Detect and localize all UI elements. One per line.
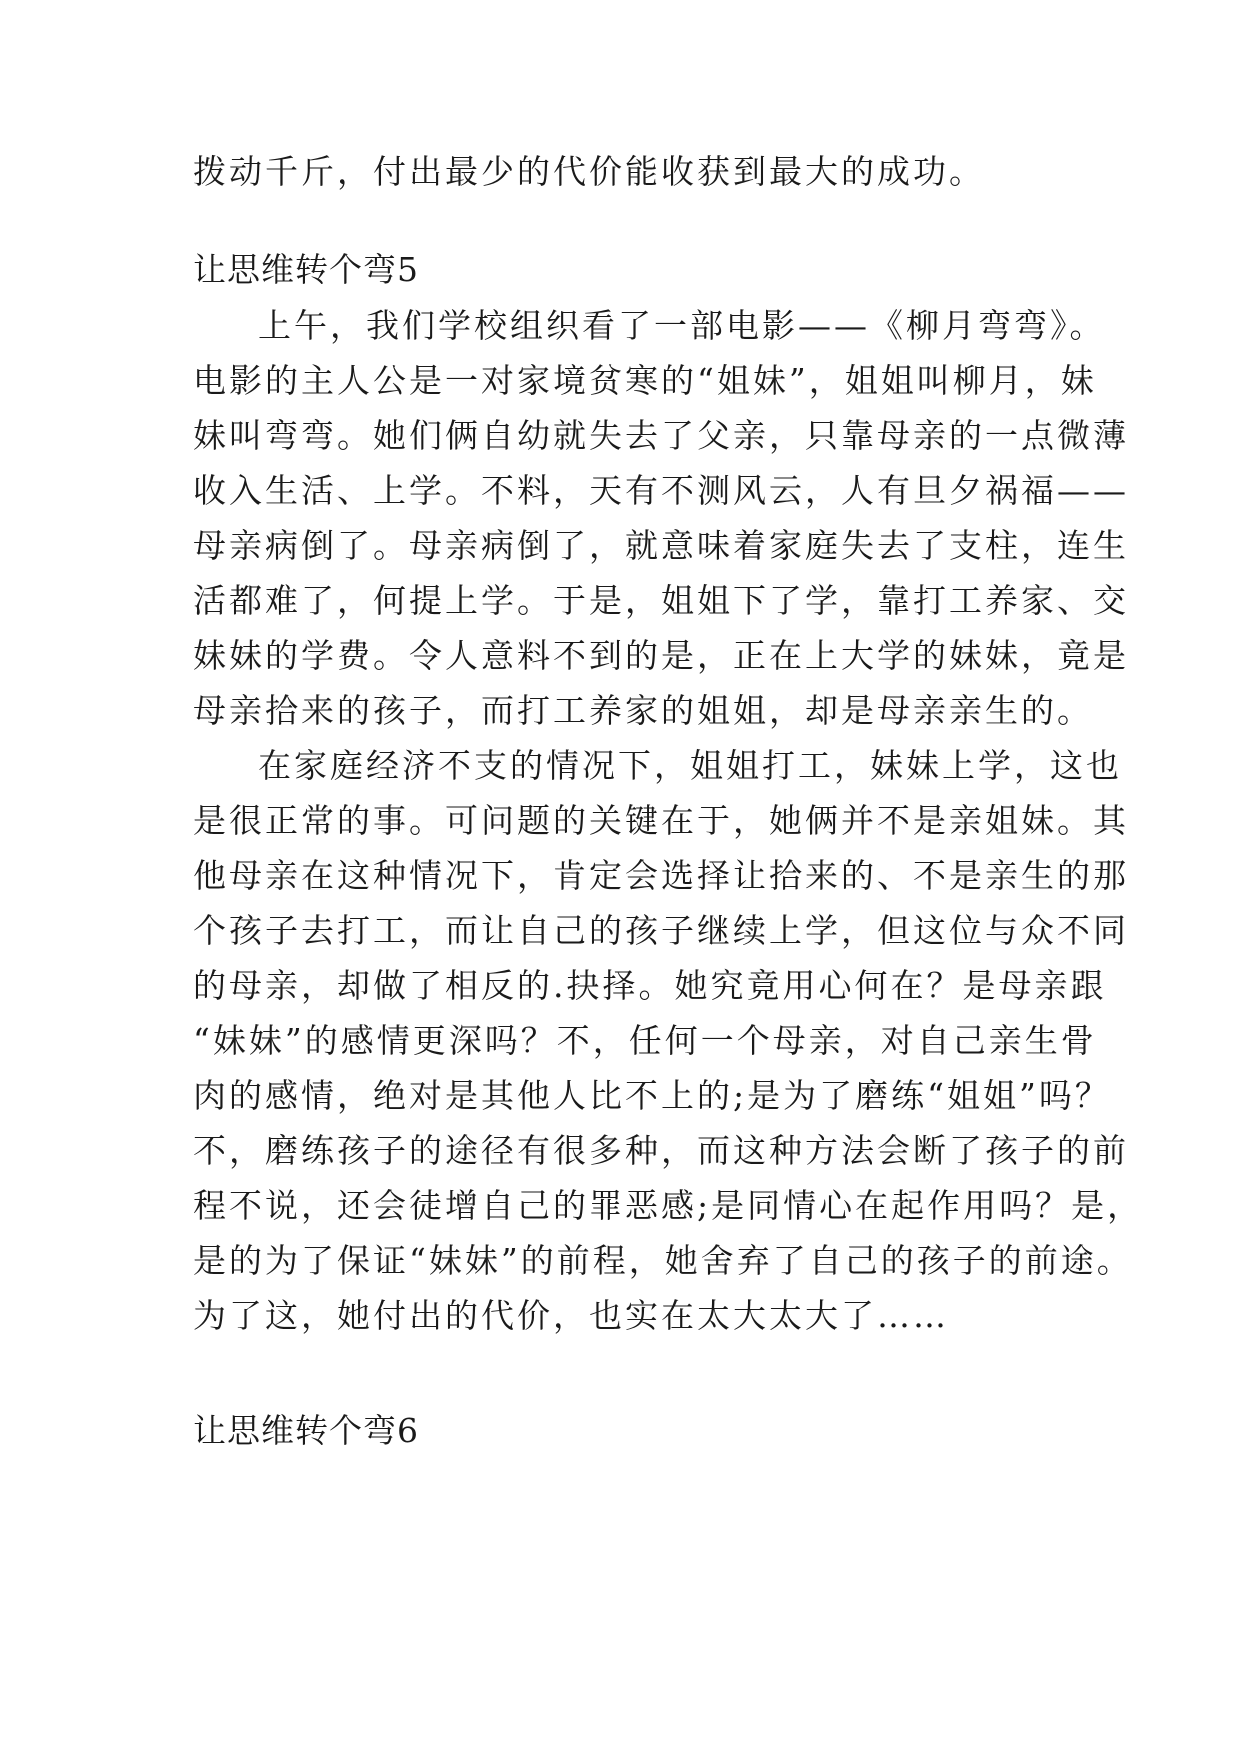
paragraph-line: 母亲拾来的孩子，而打工养家的姐姐，却是母亲亲生的。 <box>193 691 1093 730</box>
section-heading: 让思维转个弯5 <box>193 250 419 289</box>
paragraph-line: 上午，我们学校组织看了一部电影——《柳月弯弯》。 <box>258 306 1106 345</box>
paragraph-line: 是很正常的事。可问题的关键在于，她俩并不是亲姐妹。其 <box>193 801 1129 840</box>
paragraph-line: 个孩子去打工，而让自己的孩子继续上学，但这位与众不同 <box>193 911 1129 950</box>
paragraph-line: 收入生活、上学。不料，天有不测风云，人有旦夕祸福—— <box>193 471 1129 510</box>
paragraph-line: 活都难了，何提上学。于是，姐姐下了学，靠打工养家、交 <box>193 581 1129 620</box>
paragraph-line: 拨动千斤，付出最少的代价能收获到最大的成功。 <box>193 152 985 191</box>
paragraph-line: 肉的感情，绝对是其他人比不上的;是为了磨练“姐姐”吗？ <box>193 1076 1111 1115</box>
paragraph-line: 的母亲，却做了相反的.抉择。她究竟用心何在？是母亲跟 <box>193 966 1107 1005</box>
paragraph-line: “妹妹”的感情更深吗？不，任何一个母亲，对自己亲生骨 <box>193 1021 1097 1060</box>
paragraph-line: 在家庭经济不支的情况下，姐姐打工，妹妹上学，这也 <box>258 746 1122 785</box>
paragraph-line: 妹妹的学费。令人意料不到的是，正在上大学的妹妹，竟是 <box>193 636 1129 675</box>
paragraph-line: 他母亲在这种情况下，肯定会选择让拾来的、不是亲生的那 <box>193 856 1129 895</box>
paragraph-line: 电影的主人公是一对家境贫寒的“姐妹”，姐姐叫柳月，妹 <box>193 361 1097 400</box>
paragraph-line: 是的为了保证“妹妹”的前程，她舍弃了自己的孩子的前途。 <box>193 1241 1133 1280</box>
section-heading: 让思维转个弯6 <box>193 1411 419 1450</box>
paragraph-line: 为了这，她付出的代价，也实在太大太大了…… <box>193 1296 949 1335</box>
paragraph-line: 程不说，还会徒增自己的罪恶感;是同情心在起作用吗？是， <box>193 1186 1144 1225</box>
paragraph-line: 不，磨练孩子的途径有很多种，而这种方法会断了孩子的前 <box>193 1131 1129 1170</box>
paragraph-line: 妹叫弯弯。她们俩自幼就失去了父亲，只靠母亲的一点微薄 <box>193 416 1129 455</box>
paragraph-line: 母亲病倒了。母亲病倒了，就意味着家庭失去了支柱，连生 <box>193 526 1129 565</box>
